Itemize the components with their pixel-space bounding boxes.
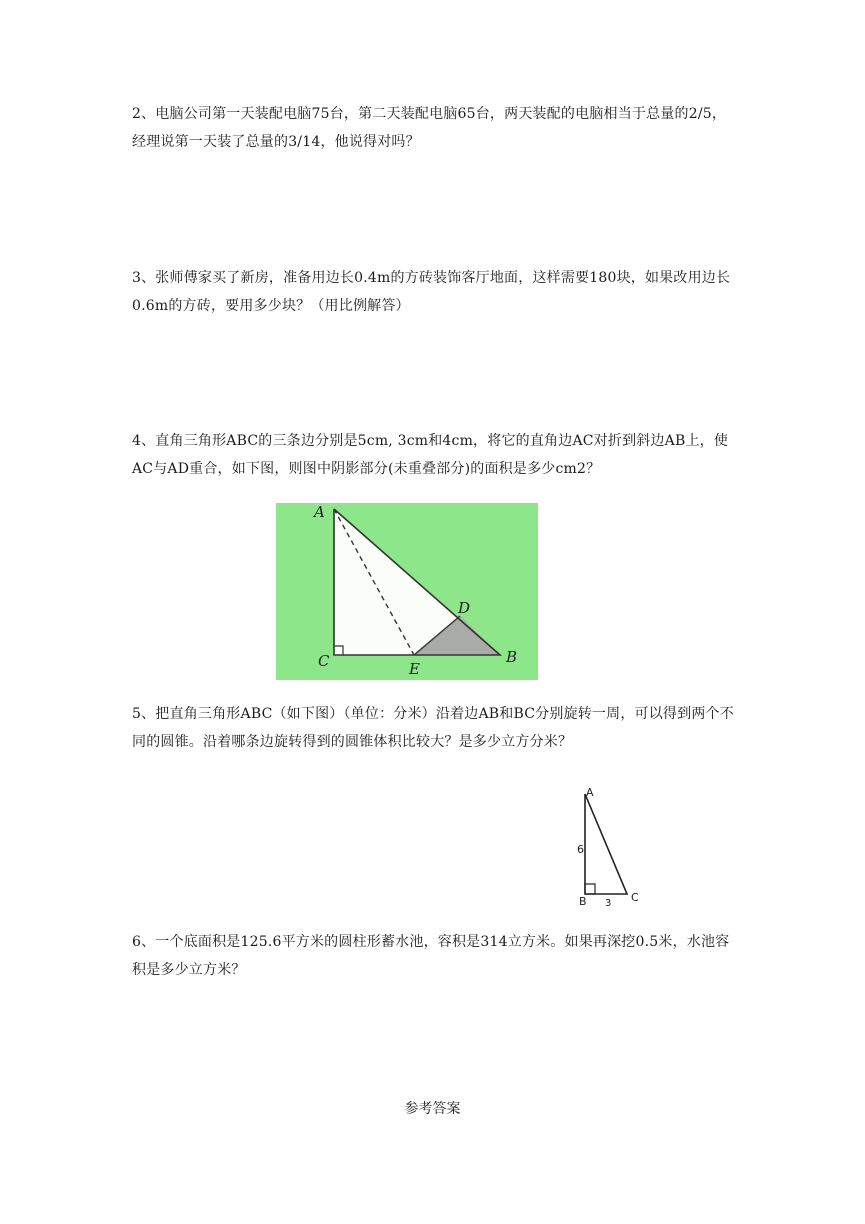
folded-triangle-figure <box>276 503 538 680</box>
question-3-text: 3、张师傅家买了新房，准备用边长0.4m的方砖装饰客厅地面，这样需要180块，如果改用边长0.6m的方砖，要用多少块？（用比例解答） <box>132 270 731 314</box>
label-b: B <box>506 648 518 666</box>
label-c: C <box>631 891 639 904</box>
side-ab-length: 6 <box>577 843 584 856</box>
question-4-text: 4、直角三角形ABC的三条边分别是5cm, 3cm和4cm，将它的直角边AC对折到斜边AB上，使AC与AD重合，如下图，则图中阴影部分(未重叠部分)的面积是多少cm2？ <box>132 433 729 477</box>
side-bc-length: 3 <box>605 898 612 909</box>
right-triangle-figure <box>570 782 650 910</box>
label-b: B <box>579 895 587 908</box>
label-d: D <box>458 599 471 617</box>
answers-heading: 参考答案 <box>404 1101 461 1117</box>
right-angle-mark <box>585 884 595 894</box>
label-e: E <box>409 660 420 678</box>
label-c: C <box>318 652 330 670</box>
question-2-text: 2、电脑公司第一天装配电脑75台，第二天装配电脑65台，两天装配的电脑相当于总量的2/5，经理说第一天装了总量的3/14，他说得对吗？ <box>132 106 727 150</box>
label-a: A <box>314 503 325 521</box>
triangle-abc-outline <box>585 794 627 894</box>
question-6-text: 6、一个底面积是125.6平方米的圆柱形蓄水池，容积是314立方米。如果再深挖0.5米，水池容积是多少立方米？ <box>132 934 730 978</box>
question-5-text: 5、把直角三角形ABC（如下图）（单位：分米）沿着边AB和BC分别旋转一周，可以得到两个不同的圆锥。沿着哪条边旋转得到的圆锥体积比较大？是多少立方分米？ <box>132 706 734 750</box>
label-a: A <box>586 786 594 799</box>
